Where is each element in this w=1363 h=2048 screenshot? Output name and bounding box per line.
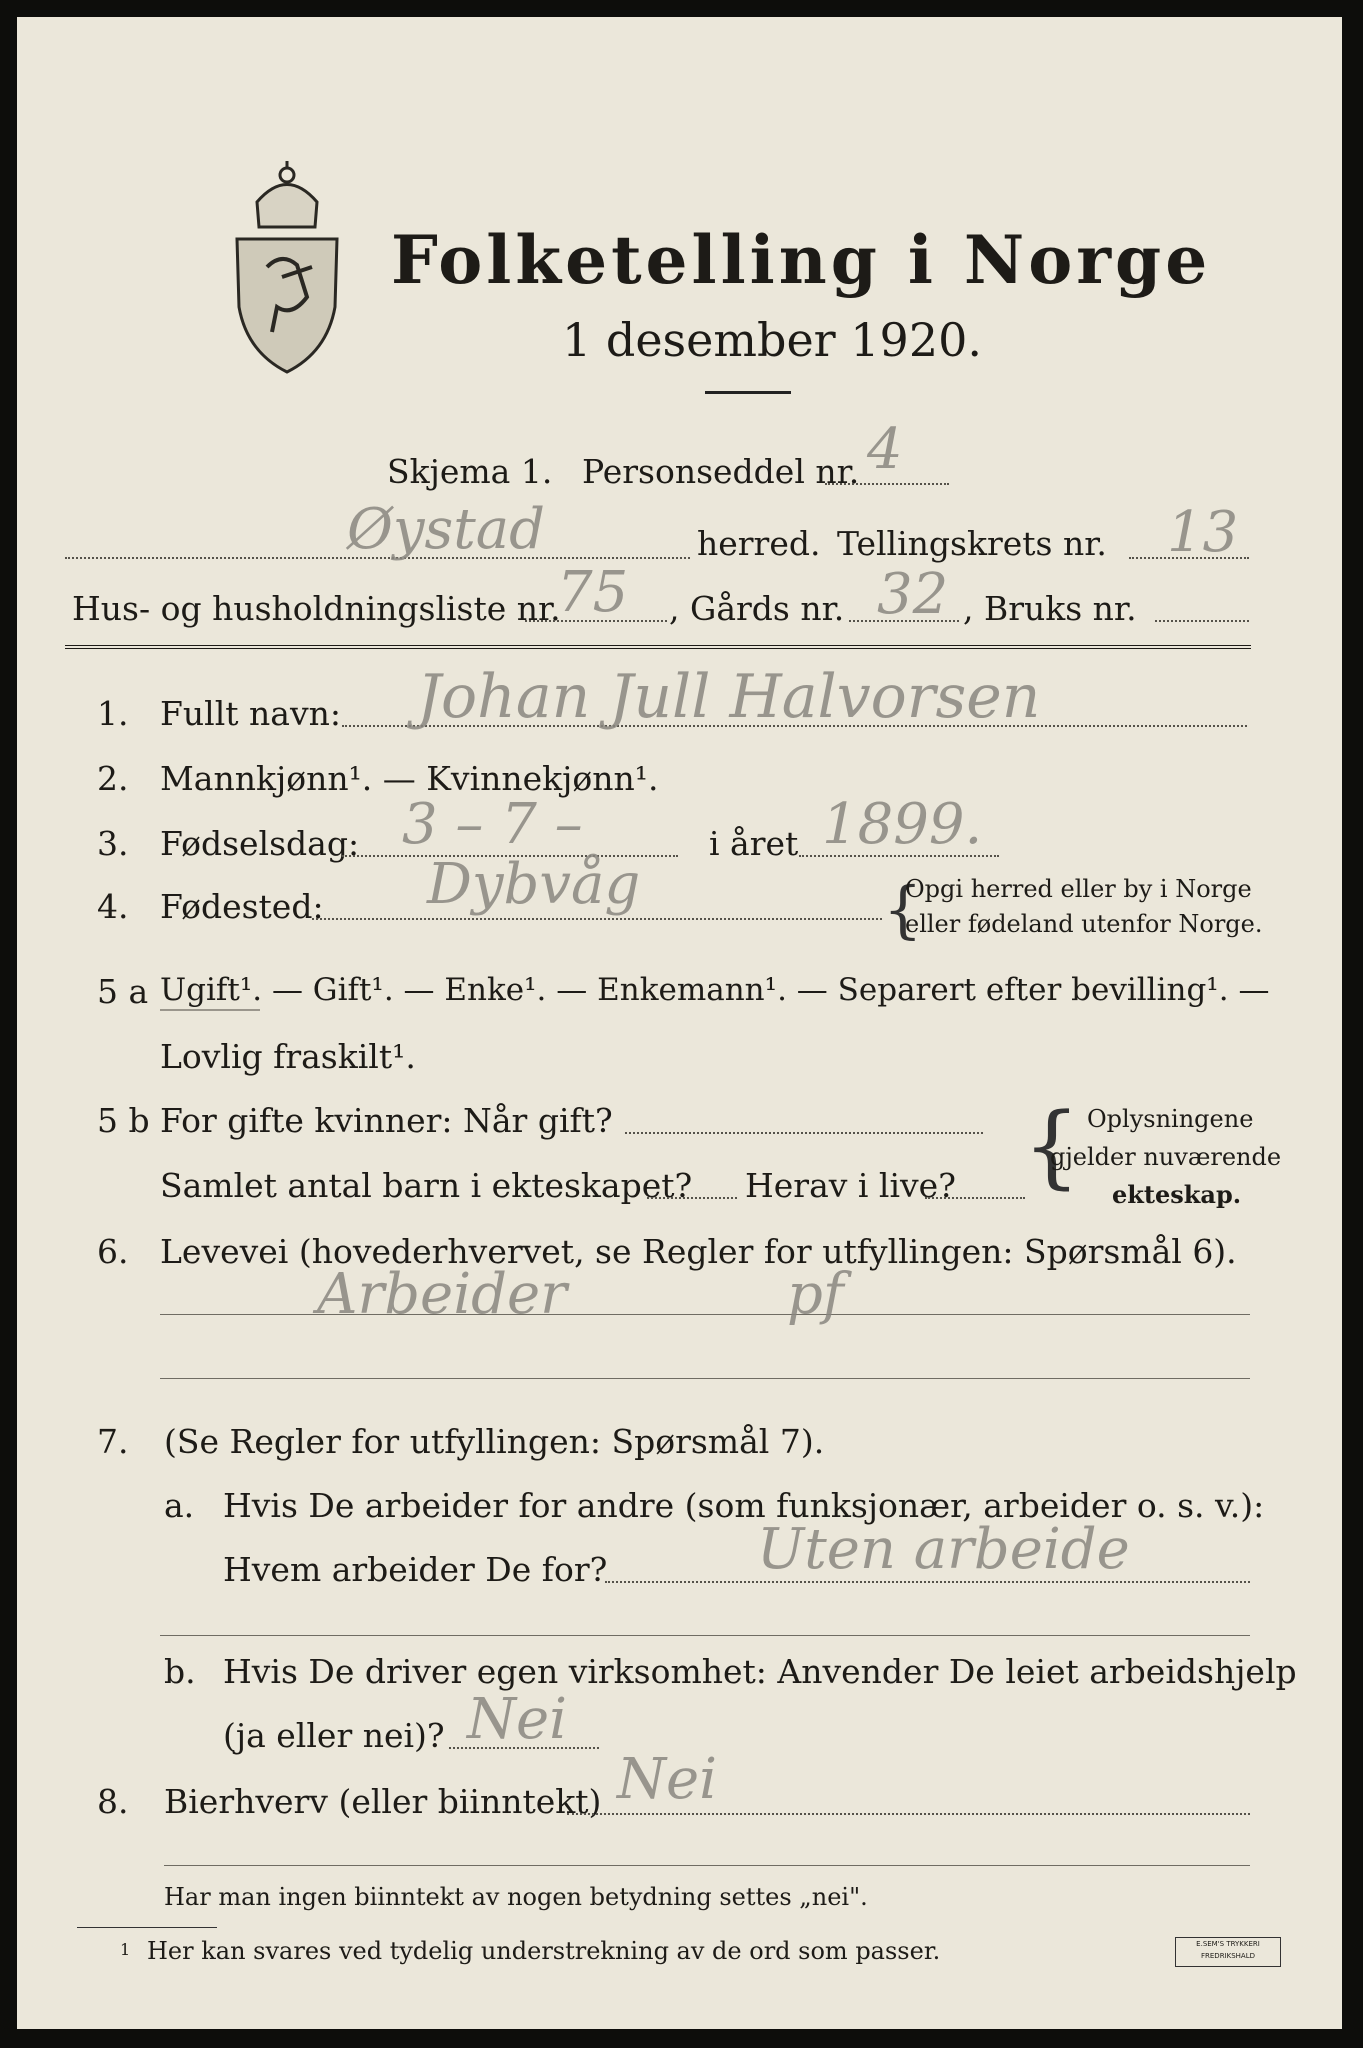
q4-label: Fødested:: [160, 887, 324, 926]
footnote-text: Her kan svares ved tydelig understrekning av de ord som passer.: [147, 1937, 941, 1965]
q8-label: Bierhverv (eller biinntekt): [164, 1782, 602, 1821]
q6-label: Levevei (hovederhvervet, se Regler for utfyllingen: Spørsmål 6).: [160, 1232, 1237, 1271]
q3-year-value: 1899.: [822, 792, 983, 857]
q5a-line-2: Lovlig fraskilt¹.: [160, 1037, 416, 1076]
q8-line-extra: [164, 1865, 1250, 1866]
q5b-children-label: Samlet antal barn i ekteskapet?: [160, 1166, 693, 1205]
q7b-line-2: (ja eller nei)?: [223, 1716, 445, 1755]
q5b-note-1: Oplysningene: [1087, 1105, 1254, 1133]
census-date: 1 desember 1920.: [562, 313, 982, 367]
q5b-brace: {: [1023, 1094, 1081, 1199]
q7-label: (Se Regler for utfyllingen: Spørsmål 7).: [164, 1422, 825, 1461]
q7a-line-1: Hvis De arbeider for andre (som funksjonær, arbeider o. s. v.):: [223, 1486, 1265, 1525]
q4-note-1: Opgi herred eller by i Norge: [905, 875, 1252, 903]
norway-coat-of-arms-icon: [227, 157, 347, 377]
q5b-children-line: [647, 1197, 737, 1199]
skjema-label: Skjema 1.: [387, 452, 553, 491]
q4-note-2: eller fødeland utenfor Norge.: [905, 910, 1263, 938]
q4-line: [312, 918, 882, 920]
q3-year-label: i året: [709, 824, 799, 863]
q4-brace: {: [883, 873, 923, 946]
hus-value: 75: [557, 560, 629, 625]
gards-value: 32: [877, 562, 949, 627]
q1-number: 1.: [97, 694, 129, 733]
personseddel-value: 4: [867, 417, 903, 482]
header-divider: [65, 645, 1251, 649]
hus-label: Hus- og husholdningsliste nr.: [72, 589, 561, 628]
gards-label: , Gårds nr.: [669, 589, 845, 628]
printer-stamp: [1175, 1937, 1281, 1967]
q3-label: Fødselsdag:: [160, 824, 360, 863]
printer-name: E.SEM'S TRYKKERI: [1196, 1940, 1260, 1948]
q2-label: Mannkjønn¹. — Kvinnekjønn¹.: [160, 759, 659, 798]
q6-value-2: pf: [787, 1262, 844, 1327]
bruks-line: [1155, 620, 1249, 622]
q5b-note-3: ekteskap.: [1112, 1180, 1242, 1209]
q5a-line-1: Ugift¹. — Gift¹. — Enke¹. — Enkemann¹. — Separert efter bevilling¹. —: [160, 972, 1270, 1008]
q5b-number: 5 b: [97, 1101, 150, 1140]
footer-note: Har man ingen biinntekt av nogen betydning settes „nei".: [164, 1883, 868, 1911]
tellingskrets-label: Tellingskrets nr.: [837, 524, 1107, 563]
personseddel-label: Personseddel nr.: [582, 452, 860, 491]
footnote-mark: 1: [120, 1940, 131, 1959]
herred-value: Øystad: [347, 497, 546, 562]
q7-number: 7.: [97, 1422, 129, 1461]
q4-number: 4.: [97, 887, 129, 926]
q7b-number: b.: [164, 1652, 196, 1691]
herred-label: herred.: [697, 524, 821, 563]
q1-value: Johan Jull Halvorsen: [417, 662, 1041, 732]
form-title: Folketelling i Norge: [391, 221, 1212, 299]
personseddel-line: [825, 483, 949, 485]
bruks-label: , Bruks nr.: [963, 589, 1137, 628]
q7a-line-2: Hvem arbeider De for?: [223, 1550, 608, 1589]
q5b-line-1: For gifte kvinner: Når gift?: [160, 1101, 613, 1140]
q3-value: 3 – 7 –: [402, 792, 583, 857]
q5b-married-line: [625, 1132, 983, 1134]
tellingskrets-value: 13: [1167, 500, 1239, 565]
q4-value: Dybvåg: [427, 852, 641, 917]
q5b-alive-line: [925, 1197, 1025, 1199]
footnote-rule: [77, 1927, 217, 1928]
q8-number: 8.: [97, 1782, 129, 1821]
q1-label: Fullt navn:: [160, 694, 341, 733]
q8-line: [567, 1813, 1250, 1815]
q6-number: 6.: [97, 1232, 129, 1271]
q8-value: Nei: [617, 1747, 718, 1812]
q7b-value: Nei: [467, 1687, 568, 1752]
q6-value: Arbeider: [317, 1262, 567, 1327]
title-rule: [705, 391, 791, 394]
q5b-alive-label: Herav i live?: [745, 1166, 956, 1205]
q7a-number: a.: [164, 1486, 195, 1525]
q7a-line-extra: [160, 1635, 1250, 1636]
ugift-underline: [160, 1009, 260, 1011]
q7a-value: Uten arbeide: [757, 1517, 1130, 1582]
q3-number: 3.: [97, 824, 129, 863]
printer-city: FREDRIKSHALD: [1200, 1952, 1255, 1960]
census-form: [17, 17, 1342, 2029]
q6-line-2: [160, 1378, 1250, 1379]
q7b-line-1: Hvis De driver egen virksomhet: Anvender De leiet arbeidshjelp: [223, 1652, 1297, 1691]
q2-number: 2.: [97, 759, 129, 798]
q5b-note-2: gjelder nuværende: [1050, 1143, 1282, 1171]
q5a-number: 5 a: [97, 972, 149, 1011]
